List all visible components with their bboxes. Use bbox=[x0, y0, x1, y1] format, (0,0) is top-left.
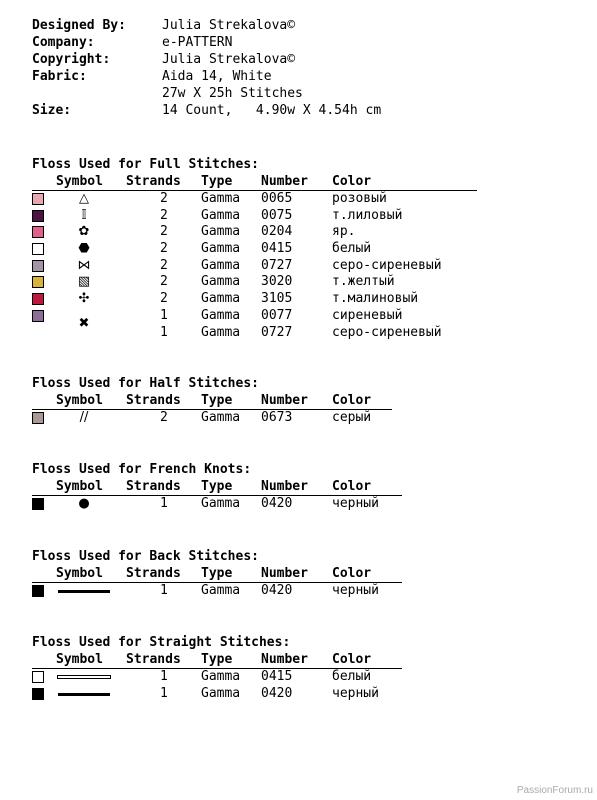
type-value: Gamma bbox=[201, 685, 241, 701]
type-value: Gamma bbox=[201, 307, 241, 323]
full-stitches-section bbox=[32, 156, 477, 341]
color-swatch bbox=[32, 276, 44, 288]
stitch-symbol bbox=[68, 686, 100, 703]
section-title: Floss Used for Half Stitches: bbox=[32, 376, 259, 391]
color-swatch bbox=[32, 585, 44, 597]
floss-row bbox=[32, 669, 402, 686]
color-swatch bbox=[32, 412, 44, 424]
strands-value: 2 bbox=[160, 241, 168, 257]
stitch-symbol: ✿ bbox=[78, 224, 90, 240]
strands-value: 2 bbox=[160, 274, 168, 290]
type-value: Gamma bbox=[201, 669, 241, 684]
stitch-symbol bbox=[68, 669, 100, 686]
strands-value: 1 bbox=[160, 583, 168, 598]
strands-value: 2 bbox=[160, 291, 168, 307]
floss-row bbox=[32, 583, 402, 600]
color-name: белый bbox=[332, 669, 372, 684]
stitch-symbol: ⋈ bbox=[77, 257, 91, 273]
strands-value: 1 bbox=[160, 324, 168, 340]
stitch-symbol bbox=[68, 325, 100, 342]
number-value: 0077 bbox=[261, 307, 293, 323]
column-headers bbox=[32, 651, 402, 669]
info-value: e-PATTERN bbox=[162, 35, 233, 50]
number-value: 0204 bbox=[261, 224, 293, 240]
stitch-symbol: 𝕀 bbox=[81, 207, 87, 223]
thick-line-icon bbox=[58, 590, 110, 593]
color-swatch bbox=[32, 310, 44, 322]
number-value: 0727 bbox=[261, 257, 293, 273]
back-stitches-section bbox=[32, 548, 402, 600]
info-label: Company: bbox=[32, 35, 95, 50]
strands-value: 1 bbox=[160, 307, 168, 323]
color-name: белый bbox=[332, 241, 372, 257]
color-swatch bbox=[32, 293, 44, 305]
number-value: 0673 bbox=[261, 410, 293, 425]
section-title: Floss Used for Full Stitches: bbox=[32, 157, 259, 172]
stitch-symbol: // bbox=[79, 410, 89, 425]
column-header-color: Color bbox=[332, 566, 372, 581]
color-name: т.малиновый bbox=[332, 291, 419, 307]
number-value: 0415 bbox=[261, 669, 293, 684]
type-value: Gamma bbox=[201, 496, 241, 511]
color-name: сиреневый bbox=[332, 307, 403, 323]
floss-row bbox=[32, 274, 477, 291]
color-name: черный bbox=[332, 583, 379, 598]
column-headers bbox=[32, 392, 392, 410]
strands-value: 1 bbox=[160, 685, 168, 701]
column-header-color: Color bbox=[332, 393, 372, 408]
column-header-type: Type bbox=[201, 174, 233, 189]
color-swatch bbox=[32, 226, 44, 238]
number-value: 0415 bbox=[261, 241, 293, 257]
color-swatch bbox=[32, 243, 44, 255]
strands-value: 1 bbox=[160, 669, 168, 684]
watermark: PassionForum.ru bbox=[516, 785, 593, 796]
floss-row bbox=[32, 191, 477, 208]
number-value: 0075 bbox=[261, 207, 293, 223]
strands-value: 2 bbox=[160, 191, 168, 206]
info-label: Fabric: bbox=[32, 69, 87, 84]
stitch-symbol bbox=[68, 583, 100, 600]
color-name: т.желтый bbox=[332, 274, 395, 290]
half-stitches-section bbox=[32, 375, 392, 427]
french-knots-section bbox=[32, 461, 402, 513]
type-value: Gamma bbox=[201, 583, 241, 598]
number-value: 3020 bbox=[261, 274, 293, 290]
floss-row bbox=[32, 258, 477, 275]
color-swatch bbox=[32, 688, 44, 700]
info-label: Size: bbox=[32, 103, 72, 118]
type-value: Gamma bbox=[201, 207, 241, 223]
column-header-symbol: Symbol bbox=[56, 393, 103, 408]
stitch-symbol: ✖ bbox=[78, 315, 90, 331]
column-header-type: Type bbox=[201, 393, 233, 408]
floss-row bbox=[32, 325, 477, 342]
strands-value: 1 bbox=[160, 496, 168, 511]
strands-value: 2 bbox=[160, 410, 168, 425]
floss-row bbox=[32, 291, 477, 308]
number-value: 0420 bbox=[261, 685, 293, 701]
column-header-number: Number bbox=[261, 393, 308, 408]
color-name: розовый bbox=[332, 191, 387, 206]
info-value: Aida 14, White bbox=[162, 69, 272, 84]
column-header-strands: Strands bbox=[126, 393, 181, 408]
number-value: 0420 bbox=[261, 496, 293, 511]
type-value: Gamma bbox=[201, 410, 241, 425]
column-header-strands: Strands bbox=[126, 566, 181, 581]
column-headers bbox=[32, 478, 402, 496]
type-value: Gamma bbox=[201, 241, 241, 257]
section-title: Floss Used for Straight Stitches: bbox=[32, 635, 291, 650]
type-value: Gamma bbox=[201, 224, 241, 240]
column-header-color: Color bbox=[332, 174, 372, 189]
column-header-symbol: Symbol bbox=[56, 566, 103, 581]
info-value: 27w X 25h Stitches bbox=[162, 86, 303, 101]
number-value: 0420 bbox=[261, 583, 293, 598]
column-header-number: Number bbox=[261, 566, 308, 581]
number-value: 0065 bbox=[261, 191, 293, 206]
stitch-symbol: ✣ bbox=[78, 291, 90, 307]
section-title: Floss Used for French Knots: bbox=[32, 462, 252, 477]
type-value: Gamma bbox=[201, 274, 241, 290]
color-name: черный bbox=[332, 496, 379, 511]
color-swatch bbox=[32, 210, 44, 222]
floss-row bbox=[32, 686, 402, 703]
stitch-symbol: △ bbox=[79, 191, 89, 206]
color-name: яр. bbox=[332, 224, 356, 240]
type-value: Gamma bbox=[201, 324, 241, 340]
column-header-type: Type bbox=[201, 566, 233, 581]
color-swatch bbox=[32, 193, 44, 205]
color-name: черный bbox=[332, 685, 379, 701]
column-header-symbol: Symbol bbox=[56, 652, 103, 667]
column-headers bbox=[32, 565, 402, 583]
strands-value: 2 bbox=[160, 207, 168, 223]
floss-row bbox=[32, 307, 477, 331]
color-name: серый bbox=[332, 410, 372, 425]
column-headers bbox=[32, 173, 477, 191]
column-header-symbol: Symbol bbox=[56, 479, 103, 494]
thick-line-icon bbox=[58, 693, 110, 696]
stitch-symbol: ▧ bbox=[77, 274, 91, 290]
number-value: 3105 bbox=[261, 291, 293, 307]
double-line-icon bbox=[57, 675, 111, 679]
info-value: Julia Strekalova© bbox=[162, 18, 296, 33]
stitch-symbol: ● bbox=[78, 496, 90, 511]
section-title: Floss Used for Back Stitches: bbox=[32, 549, 259, 564]
column-header-type: Type bbox=[201, 479, 233, 494]
type-value: Gamma bbox=[201, 191, 241, 206]
info-label: Copyright: bbox=[32, 52, 111, 67]
info-value: 14 Count, 4.90w X 4.54h cm bbox=[162, 103, 382, 118]
column-header-strands: Strands bbox=[126, 652, 181, 667]
column-header-color: Color bbox=[332, 479, 372, 494]
column-header-number: Number bbox=[261, 479, 308, 494]
floss-row bbox=[32, 496, 402, 513]
column-header-color: Color bbox=[332, 652, 372, 667]
color-name: т.лиловый bbox=[332, 207, 403, 223]
column-header-strands: Strands bbox=[126, 479, 181, 494]
floss-row bbox=[32, 241, 477, 258]
column-header-strands: Strands bbox=[126, 174, 181, 189]
column-header-type: Type bbox=[201, 652, 233, 667]
type-value: Gamma bbox=[201, 291, 241, 307]
floss-row bbox=[32, 224, 477, 241]
info-label: Designed By: bbox=[32, 18, 126, 33]
color-swatch bbox=[32, 671, 44, 683]
color-swatch bbox=[32, 260, 44, 272]
straight-stitches-section bbox=[32, 634, 402, 702]
color-swatch bbox=[32, 498, 44, 510]
floss-row bbox=[32, 208, 477, 225]
info-value: Julia Strekalova© bbox=[162, 52, 296, 67]
stitch-symbol: ⬣ bbox=[78, 241, 90, 257]
strands-value: 2 bbox=[160, 224, 168, 240]
color-name: серо-сиреневый bbox=[332, 257, 442, 273]
type-value: Gamma bbox=[201, 257, 241, 273]
column-header-number: Number bbox=[261, 174, 308, 189]
strands-value: 2 bbox=[160, 257, 168, 273]
number-value: 0727 bbox=[261, 324, 293, 340]
column-header-number: Number bbox=[261, 652, 308, 667]
floss-row bbox=[32, 410, 392, 427]
color-name: серо-сиреневый bbox=[332, 324, 442, 340]
column-header-symbol: Symbol bbox=[56, 174, 103, 189]
